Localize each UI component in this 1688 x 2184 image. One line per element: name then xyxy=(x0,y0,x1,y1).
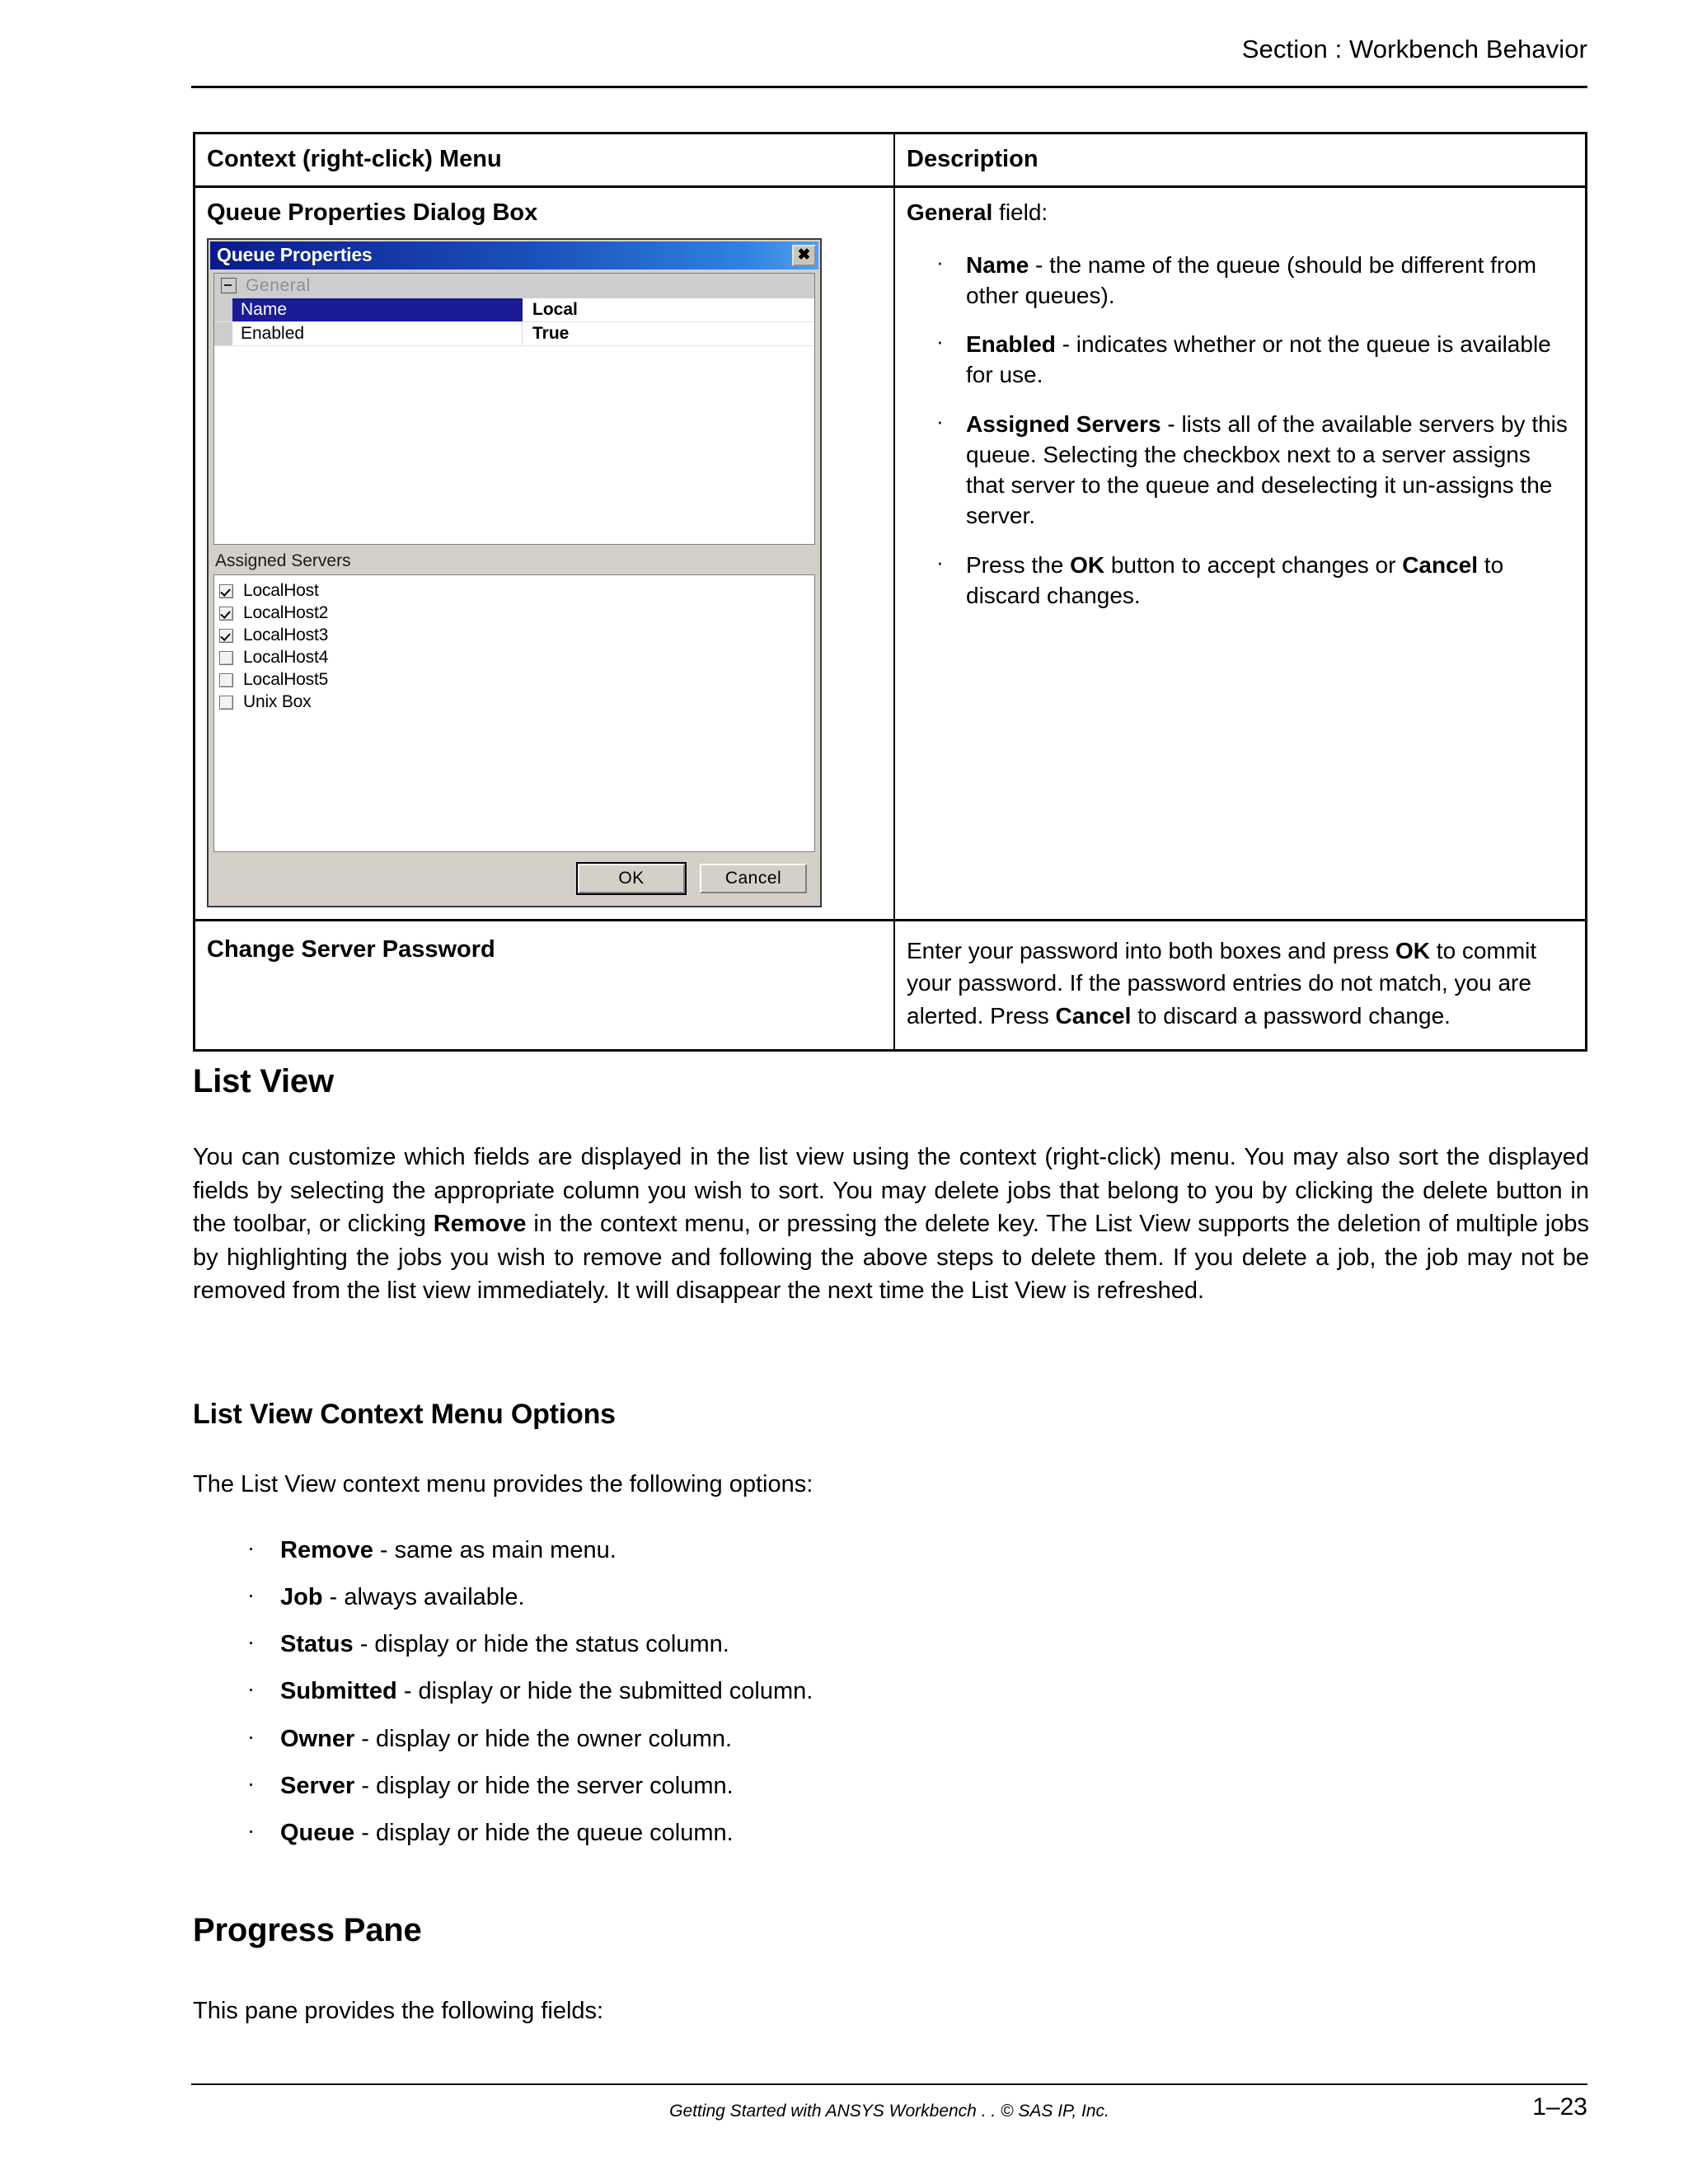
list-item xyxy=(193,1723,1429,1755)
cancel-button[interactable]: Cancel xyxy=(700,864,807,893)
table-header-row xyxy=(195,134,1585,188)
table-header-cell-right xyxy=(895,134,1585,185)
list-item[interactable] xyxy=(219,625,814,647)
description-lead-term: General xyxy=(907,199,993,226)
description-lead-rest: field: xyxy=(992,199,1048,226)
list-item[interactable] xyxy=(219,691,814,714)
property-category-label: General xyxy=(246,275,311,295)
row-label-change-server-password: Change Server Password xyxy=(207,935,495,963)
change-password-description xyxy=(907,935,1573,1033)
option-term: Queue xyxy=(280,1819,355,1846)
queue-properties-description-cell xyxy=(895,188,1585,918)
description-lead xyxy=(907,198,1573,227)
server-name: LocalHost xyxy=(243,581,319,600)
table-row xyxy=(195,921,1585,1049)
paragraph-progress-pane-intro: This pane provides the following fields: xyxy=(193,1998,604,2024)
assigned-servers-label: Assigned Servers xyxy=(213,548,815,574)
paragraph-part1: You can customize which fields are displayed in the list view using the context (right-click) menu. You may also sort the displayed fields by selecting the appropriate column you wish to sort. You may delete jobs that belong to you by clicking the delete button in the toolbar, or clicking xyxy=(193,1144,1589,1238)
list-item[interactable] xyxy=(219,647,814,669)
checkbox-icon[interactable] xyxy=(219,607,233,621)
option-text: - display or hide the server column. xyxy=(354,1772,734,1799)
bullet-term: Enabled xyxy=(966,331,1056,358)
description-bullet-list xyxy=(907,250,1573,611)
property-gutter xyxy=(214,298,232,321)
queue-properties-dialog xyxy=(207,238,822,907)
property-name: Enabled xyxy=(232,322,523,345)
bullet-icon: · xyxy=(247,1817,255,1843)
bullet-icon: · xyxy=(936,329,944,354)
option-term: Job xyxy=(280,1584,323,1611)
list-item xyxy=(193,1817,1429,1849)
assigned-servers-list[interactable] xyxy=(213,574,815,852)
bullet-icon: · xyxy=(247,1629,255,1655)
option-term: Remove xyxy=(280,1537,373,1563)
checkbox-icon[interactable] xyxy=(219,651,233,665)
checkbox-icon[interactable] xyxy=(219,673,233,687)
bullet-icon: · xyxy=(247,1676,255,1702)
footer-rule xyxy=(191,2083,1587,2085)
footer-credit: Getting Started with ANSYS Workbench . . © SAS IP, Inc. xyxy=(669,2102,1109,2121)
bullet-text: - the name of the queue (should be different from other queues). xyxy=(966,251,1537,308)
property-gutter xyxy=(214,322,232,345)
bullet-icon: · xyxy=(936,549,944,574)
pw-text-part1: Enter your password into both boxes and press xyxy=(907,937,1396,963)
list-item xyxy=(907,409,1573,532)
server-name: LocalHost2 xyxy=(243,603,329,622)
bullet-icon: · xyxy=(936,249,944,274)
table-header-cell-left xyxy=(195,134,895,185)
server-name: Unix Box xyxy=(243,692,312,711)
paragraph-list-view xyxy=(193,1141,1589,1308)
list-item xyxy=(193,1675,1429,1708)
property-value[interactable]: Local xyxy=(523,298,814,321)
option-text: - display or hide the queue column. xyxy=(354,1819,734,1846)
option-term: Server xyxy=(280,1772,355,1799)
bullet-icon: · xyxy=(247,1582,255,1608)
option-term: Submitted xyxy=(280,1678,397,1705)
properties-grid xyxy=(213,273,815,545)
list-item xyxy=(907,329,1573,390)
option-term: Status xyxy=(280,1631,354,1658)
context-menu-options-list xyxy=(193,1535,1429,1864)
bullet-text-suffix: to discard changes. xyxy=(966,551,1504,608)
bullet-term: Name xyxy=(966,251,1029,278)
paragraph-part2: in the context menu, or pressing the delete key. The List View supports the deletion of multiple jobs by highlighting the jobs you wish to remove and following the above steps to delete them. If you delete a job, the job may not be removed from the list view immediately. It will disappear the next time the List View is refreshed. xyxy=(193,1211,1590,1305)
close-icon[interactable]: ✖ xyxy=(792,245,816,266)
bullet-term-ok: OK xyxy=(1070,551,1105,578)
property-row-name[interactable] xyxy=(214,298,814,322)
bullet-term: Assigned Servers xyxy=(966,410,1161,437)
pw-bold-cancel: Cancel xyxy=(1055,1003,1132,1029)
running-header: Section : Workbench Behavior xyxy=(1241,35,1587,63)
bullet-text-prefix: Press the xyxy=(966,551,1071,578)
option-text: - always available. xyxy=(322,1584,525,1611)
heading-progress-pane: Progress Pane xyxy=(193,1912,422,1948)
checkbox-icon[interactable] xyxy=(219,696,233,710)
footer-page-number: 1–23 xyxy=(1532,2093,1587,2121)
change-password-cell xyxy=(195,921,895,1049)
list-item xyxy=(907,550,1573,611)
property-row-enabled[interactable] xyxy=(214,322,814,346)
bullet-text-middle: button to accept changes or xyxy=(1104,551,1403,578)
bullet-icon: · xyxy=(247,1723,255,1749)
list-item[interactable] xyxy=(219,602,814,625)
column-header-description: Description xyxy=(907,146,1039,172)
queue-properties-cell xyxy=(195,188,895,918)
pw-bold-ok: OK xyxy=(1395,937,1431,963)
collapse-icon[interactable] xyxy=(221,278,237,293)
pw-text-part3: to discard a password change. xyxy=(1131,1003,1451,1029)
heading-context-menu-options: List View Context Menu Options xyxy=(193,1399,616,1430)
ok-button[interactable]: OK xyxy=(578,864,685,893)
bullet-term-cancel: Cancel xyxy=(1402,551,1479,578)
list-item xyxy=(193,1535,1429,1567)
context-menu-table xyxy=(193,132,1587,1052)
checkbox-icon[interactable] xyxy=(219,629,233,643)
dialog-title: Queue Properties xyxy=(217,244,373,265)
change-password-description-cell xyxy=(895,921,1585,1049)
server-name: LocalHost3 xyxy=(243,626,329,644)
column-header-context-menu: Context (right-click) Menu xyxy=(207,146,502,172)
paragraph-context-menu-intro: The List View context menu provides the following options: xyxy=(193,1471,814,1497)
properties-grid-empty-area xyxy=(214,346,814,542)
property-value[interactable]: True xyxy=(532,323,570,343)
heading-list-view: List View xyxy=(193,1063,334,1099)
header-rule xyxy=(191,86,1587,88)
dialog-title-bar xyxy=(210,241,818,269)
pw-text-part2: to commit your password. If the password entries do not match, you are alerted. Press xyxy=(907,937,1537,1029)
option-text: - display or hide the status column. xyxy=(353,1631,729,1658)
option-text: - display or hide the submitted column. xyxy=(396,1678,814,1705)
property-category-general[interactable] xyxy=(214,274,814,298)
option-text: - same as main menu. xyxy=(373,1537,617,1563)
bullet-text: - lists all of the available servers by this queue. Selecting the checkbox next to a server assigns that server to the queue and deselecting it un-assigns the server. xyxy=(966,410,1568,529)
option-term: Owner xyxy=(280,1725,355,1752)
list-item xyxy=(907,250,1573,311)
list-item xyxy=(193,1582,1429,1614)
row-label-queue-properties: Queue Properties Dialog Box xyxy=(207,199,538,227)
paragraph-bold-remove: Remove xyxy=(433,1211,527,1238)
option-text: - display or hide the owner column. xyxy=(354,1725,733,1752)
property-name: Name xyxy=(232,298,523,321)
server-name: LocalHost4 xyxy=(243,648,329,667)
dialog-button-bar xyxy=(209,855,820,902)
list-item[interactable] xyxy=(219,580,814,602)
list-item xyxy=(193,1770,1429,1802)
bullet-icon: · xyxy=(247,1535,255,1560)
bullet-icon: · xyxy=(247,1770,255,1796)
bullet-text: - indicates whether or not the queue is available for use. xyxy=(966,331,1551,388)
list-item xyxy=(193,1629,1429,1661)
checkbox-icon[interactable] xyxy=(219,584,233,598)
table-row xyxy=(195,188,1585,921)
bullet-icon: · xyxy=(936,408,944,434)
list-item[interactable] xyxy=(219,669,814,691)
server-name: LocalHost5 xyxy=(243,670,329,689)
